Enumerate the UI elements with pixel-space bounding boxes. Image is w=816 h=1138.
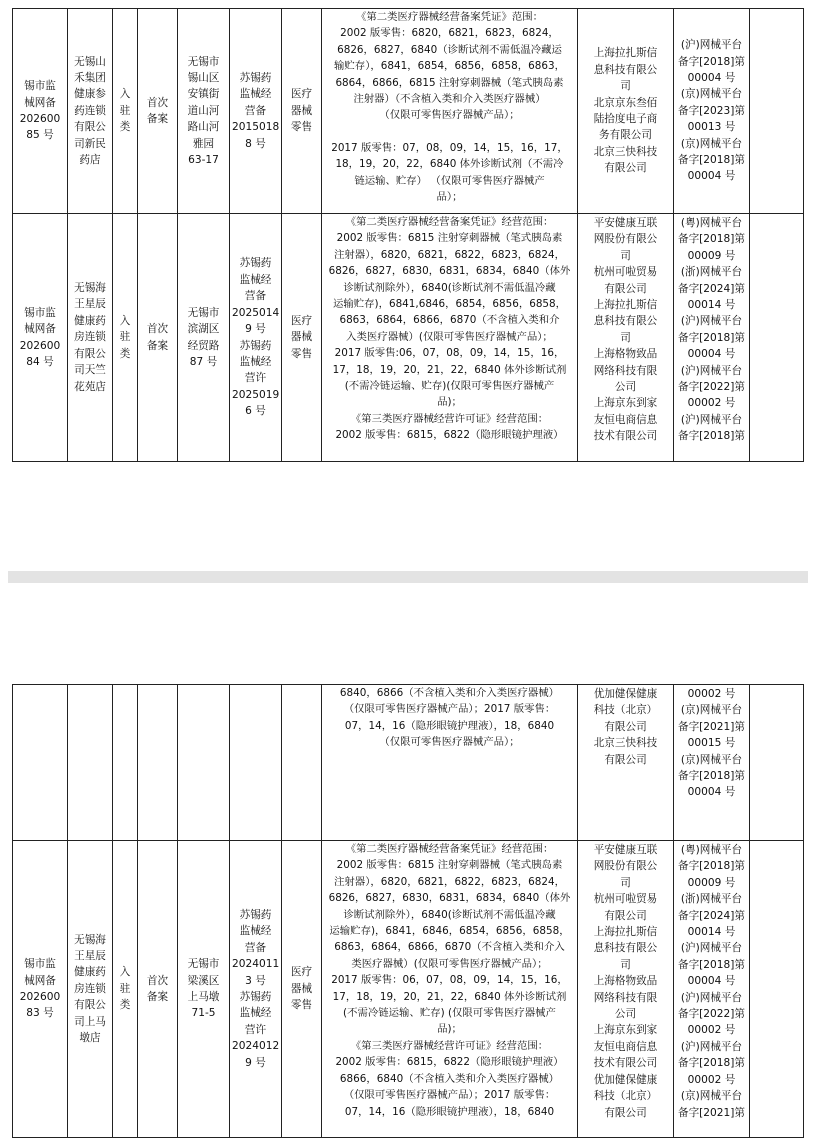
cell-text-line: 6840，6866（不含植入类和介入类医疗器械） (339, 687, 560, 699)
entry-type-cell (113, 214, 138, 462)
cell-text-line: 2024011 (232, 958, 280, 971)
license-number-cell (230, 841, 282, 1138)
cell-text-line: 2002 版零售：6815，6822（隐形眼镜护理液） (335, 1056, 564, 1069)
cell-text-line: 友恒电商信息 (593, 413, 658, 426)
cell-text-line: 无锡山 (74, 55, 106, 68)
entry-type-cell (113, 685, 138, 841)
cell-text-line: 首次 (146, 323, 169, 336)
cell-text-line: 85 号 (26, 129, 54, 142)
cell-text-line: 有限公司 (604, 1106, 647, 1119)
cell-text-line: 司 (620, 331, 631, 344)
business-scope-cell (322, 214, 578, 462)
cell-text-line: 营备 (244, 290, 267, 303)
cell-text-line: 87 号 (189, 355, 218, 368)
cell-text-line: 品）； (436, 191, 463, 204)
cell-text-line: 首次 (146, 96, 169, 109)
cell-text-line: 房连锁 (74, 982, 106, 995)
cell-text-line: 2017 版零售:06，07，08，09，14，15，16， (334, 347, 565, 360)
cell-text-line: 有限公司 (604, 753, 647, 766)
cell-text-line: （仅限可零售医疗器械产品）；2017 版零售： (343, 1089, 556, 1102)
cell-text-line: (粤)网械平台 (680, 844, 743, 856)
cell-text-line: 路山河 (187, 121, 220, 134)
business-scope-cell (322, 841, 578, 1138)
cell-text-line: 链运输、贮存） （仅限可零售医疗器械产 (354, 174, 545, 187)
cell-text-line: 杭州可啦贸易 (593, 893, 658, 906)
address-cell (178, 841, 230, 1138)
cell-text-line: 息科技有限公 (593, 315, 658, 328)
cell-text-line: 杭州可啦贸易 (593, 266, 658, 279)
cell-text-line: (沪)网械平台 (680, 39, 743, 52)
cell-text-line: 息科技有限公 (593, 942, 658, 955)
cell-text-line: 花苑店 (74, 380, 106, 393)
cell-text-line: 备字[2023]第 (677, 104, 745, 117)
cell-text-line: 房连锁 (74, 331, 106, 344)
table-row (13, 214, 804, 462)
platform-filing-numbers-cell (674, 9, 750, 214)
cell-text-line: (京)网械平台 (680, 88, 743, 101)
cell-text-line: 9 号 (245, 1056, 266, 1069)
cell-text-line: 息科技有限公 (593, 63, 658, 76)
business-category-cell (282, 841, 322, 1138)
cell-text-line: 上海京东到家 (593, 397, 658, 410)
cell-text-line: 上海拉扎斯信 (593, 926, 658, 939)
cell-text-line: 63-17 (188, 154, 219, 167)
cell-text-line: 零售 (290, 121, 313, 134)
cell-text-line: 6864，6866，6815 注射穿刺器械（笔式胰岛素 (335, 76, 564, 89)
cell-text-line: 6866，6840（不含植入类和介入类医疗器械） (339, 1072, 560, 1085)
cell-text-line: 北京三快科技 (593, 737, 658, 750)
table-row (13, 841, 804, 1138)
cell-text-line: 运输贮存)，6841,6846，6854，6856，6858， (332, 298, 567, 311)
cell-text-line: (沪)网械平台 (680, 315, 743, 328)
cell-text-line: 类 (119, 999, 131, 1012)
cell-text-line: 锡市监 (24, 306, 56, 319)
cell-text-line: 运输贮存)，6841，6846，6854，6856，6858， (329, 925, 570, 938)
cell-text-line: 王星辰 (74, 298, 106, 311)
cell-text-line: 备字[2018]第 (677, 55, 745, 68)
license-number-cell (230, 214, 282, 462)
cell-text-line: 锡市监 (24, 80, 56, 93)
cell-text-line: 上海格物致品 (593, 348, 658, 361)
cell-text-line: (不需冷链运输、贮存) (仅限可零售医疗器械产 (343, 1007, 556, 1020)
cell-text-line: 上马墩 (187, 991, 220, 1003)
registry-table-page-1 (12, 8, 804, 462)
cell-text-line: 00013 号 (687, 121, 736, 134)
cell-text-line: 技术有限公司 (593, 430, 658, 443)
cell-text-line: 《第二类医疗器械经营备案凭证》范围： (355, 11, 544, 23)
cell-text-line: 6 号 (245, 405, 266, 418)
cell-text-line: 公司 (614, 1008, 637, 1021)
cell-text-line: 71-5 (191, 1007, 216, 1020)
cell-text-line: 6826，6827，6840（诊断试剂不需低温冷藏运 (337, 43, 562, 56)
cell-text-line: 有限公司 (604, 162, 647, 175)
cell-text-line: 监械经 (239, 355, 272, 368)
cell-text-line: （仅限可零售医疗器械产品）； (379, 109, 520, 122)
cell-text-line: 2002 版零售：6815 注射穿刺器械（笔式胰岛素 (336, 232, 563, 245)
cell-text-line: 苏锡药 (239, 257, 272, 270)
cell-text-line: 2025019 (232, 388, 280, 401)
cell-text-line: 司上马 (74, 1015, 106, 1028)
registry-table-page-2 (12, 684, 804, 1138)
cell-text-line: (沪)网械平台 (680, 413, 743, 426)
cell-text-line: 苏锡药 (239, 71, 272, 84)
cell-text-line: 入 (119, 966, 131, 979)
document-page-1 (0, 0, 816, 566)
business-category-cell (282, 685, 322, 841)
cell-text-line: 上海拉扎斯信 (593, 299, 658, 312)
cell-text-line: 司 (620, 80, 631, 93)
cell-text-line: 17，18，19，20，21，22，6840 体外诊断试剂 (332, 990, 567, 1003)
cell-text-line: 备字[2024]第 (677, 909, 745, 922)
cell-text-line: 无锡市 (187, 306, 220, 319)
cell-text-line: 锡山区 (187, 71, 220, 84)
cell-text-line: 84 号 (26, 355, 54, 368)
cell-text-line: (京)网械平台 (680, 1090, 743, 1103)
cell-text-line: 备字[2018]第 (677, 770, 745, 783)
document-page-2 (0, 583, 816, 1137)
business-category-cell (282, 9, 322, 214)
cell-text-line: 备字[2018]第 (677, 958, 745, 971)
cell-text-line: 墩店 (79, 1032, 101, 1045)
filing-type-cell (138, 685, 178, 841)
entry-type-cell (113, 841, 138, 1138)
record-number-cell (13, 9, 68, 214)
cell-text-line: 器械 (290, 982, 313, 995)
cell-text-line: 锡市监 (24, 958, 56, 971)
cell-text-line: 00015 号 (687, 737, 736, 750)
cell-text-line: 2002 版零售：6815 注射穿刺器械（笔式胰岛素 (336, 859, 563, 872)
cell-text-line: 2025014 (232, 306, 280, 319)
cell-text-line: 技术有限公司 (593, 1057, 658, 1070)
cell-text-line: 注射器），6820，6821，6822，6823，6824， (334, 248, 565, 261)
cell-text-line: 00002 号 (687, 688, 736, 700)
cell-text-line: 类 (119, 347, 131, 360)
cell-text-line: 司 (620, 958, 631, 971)
cell-text-line: 苏锡药 (239, 339, 272, 352)
cell-text-line: 00002 号 (687, 397, 736, 410)
cell-text-line: 备案 (146, 339, 169, 352)
cell-text-line: 苏锡药 (239, 991, 272, 1003)
cell-text-line: 医疗 (290, 88, 313, 101)
platform-filing-numbers-cell (674, 841, 750, 1138)
cell-text-line: 83 号 (26, 1007, 54, 1020)
record-number-cell (13, 841, 68, 1138)
cell-text-line: 备字[2021]第 (677, 720, 745, 733)
cell-text-line: (不需冷链运输、贮存)(仅限可零售医疗器械产 (344, 380, 555, 393)
cell-text-line: 诊断试剂除外），6840(诊断试剂不需低温冷藏 (343, 908, 556, 921)
cell-text-line: 6863，6864，6866，6870（不含植入类和介入 (334, 941, 565, 954)
cell-text-line: 2024012 (232, 1040, 280, 1053)
cell-text-line: 上海拉扎斯信 (593, 47, 658, 60)
cell-text-line: 备案 (146, 991, 169, 1003)
cell-text-line: 202600 (19, 339, 61, 352)
cell-text-line: 00014 号 (687, 299, 736, 312)
cell-text-line: 务有限公司 (599, 129, 652, 142)
cell-text-line: 友恒电商信息 (593, 1040, 658, 1053)
business-category-cell (282, 214, 322, 462)
cell-text-line: 无锡市 (187, 55, 220, 68)
cell-text-line: 类 (119, 121, 131, 134)
cell-text-line: 诊断试剂除外），6840(诊断试剂不需低温冷藏 (343, 281, 556, 294)
remarks-cell (750, 9, 804, 214)
cell-text-line: 陆拾度电子商 (593, 113, 658, 125)
cell-text-line: 械网备 (24, 974, 56, 987)
cell-text-line: 2002 版零售：6815，6822（隐形眼镜护理液） (335, 429, 564, 442)
company-name-cell (68, 685, 113, 841)
cell-text-line: 科技（北京） (593, 1090, 658, 1103)
cell-text-line: 苏锡药 (239, 908, 272, 921)
page-separator (8, 571, 808, 583)
cell-text-line: 监械经 (239, 273, 272, 286)
cell-text-line: 网络科技有限 (593, 364, 658, 377)
remarks-cell (750, 841, 804, 1138)
cell-text-line: 类医疗器械）(仅限可零售医疗器械产品）； (351, 957, 548, 970)
cell-text-line: 备字[2018]第 (677, 233, 745, 246)
cell-text-line: 2002 版零售：6820，6821，6823，6824， (340, 27, 559, 40)
cell-text-line: 00014 号 (687, 926, 736, 939)
cell-text-line: 输贮存），6841，6854，6856，6858，6863， (334, 60, 565, 73)
cell-text-line: 医疗 (290, 314, 313, 327)
cell-text-line: 00009 号 (687, 249, 736, 262)
platform-names-cell (578, 841, 674, 1138)
cell-text-line: 18，19，20，22，6840 体外诊断试剂（不需冷 (335, 158, 564, 171)
cell-text-line: 注射器）（不含植入类和介入类医疗器械） (353, 93, 546, 106)
cell-text-line: 2017 版零售：06，07，08，09，14，15，16， (331, 974, 568, 987)
business-scope-part-b (326, 140, 573, 206)
cell-text-line: 00004 号 (687, 975, 736, 988)
cell-text-line: 07，14，16（隐形眼镜护理液），18，6840 (344, 1105, 555, 1118)
cell-text-line: 《第三类医疗器械经营许可证》经营范围： (350, 1039, 549, 1052)
cell-text-line: (沪)网械平台 (680, 991, 743, 1004)
platform-names-cell (578, 214, 674, 462)
remarks-cell (750, 214, 804, 462)
cell-text-line: 零售 (290, 347, 313, 360)
cell-text-line: 安镇街 (187, 88, 220, 101)
cell-text-line: 上海格物致品 (593, 975, 658, 988)
cell-text-line: 备字[2018]第 (677, 1057, 745, 1070)
address-cell (178, 9, 230, 214)
license-number-cell (230, 685, 282, 841)
filing-type-cell (138, 214, 178, 462)
cell-text-line: （仅限可零售医疗器械产品）；2017 版零售： (343, 703, 556, 716)
cell-text-line: 备字[2018]第 (677, 430, 745, 443)
cell-text-line: 梁溪区 (187, 974, 220, 987)
cell-text-line: (京)网械平台 (680, 137, 743, 150)
cell-text-line: 营许 (244, 1023, 267, 1036)
business-scope-cell (322, 685, 578, 841)
cell-text-line: 监械经 (239, 1007, 272, 1020)
filing-type-cell (138, 841, 178, 1138)
cell-text-line: 上海京东到家 (593, 1024, 658, 1037)
cell-text-line: （仅限可零售医疗器械产品）； (379, 736, 520, 749)
cell-text-line: 北京京东叁佰 (593, 96, 658, 109)
cell-text-line: 3 号 (245, 974, 266, 987)
cell-text-line: 备字[2018]第 (677, 860, 745, 873)
cell-text-line: 07，14，16（隐形眼镜护理液），18，6840 (344, 719, 555, 732)
cell-text-line: 健康药 (74, 314, 106, 327)
cell-text-line: 健康药 (74, 966, 106, 979)
cell-text-line: 优加健保健康 (593, 688, 658, 700)
cell-text-line: 00002 号 (687, 1073, 736, 1086)
cell-text-line: 《第三类医疗器械经营许可证》经营范围： (350, 412, 549, 425)
cell-text-line: (沪)网械平台 (680, 1040, 743, 1053)
cell-text-line: 无锡海 (74, 282, 106, 295)
cell-text-line: 有限公 (74, 347, 106, 360)
cell-text-line: 2015018 (232, 121, 280, 134)
cell-text-line: 械网备 (24, 323, 56, 336)
cell-text-line: 网络科技有限 (593, 991, 658, 1004)
cell-text-line: (粤)网械平台 (680, 217, 743, 229)
cell-text-line: 备字[2021]第 (677, 1106, 745, 1119)
cell-text-line: 备字[2018]第 (677, 331, 745, 344)
cell-text-line: 备字[2018]第 (677, 154, 745, 167)
cell-text-line: 无锡海 (74, 933, 106, 946)
cell-text-line: (京)网械平台 (680, 753, 743, 766)
cell-text-line: 17，18，19，20，21，22，6840 体外诊断试剂 (332, 363, 567, 376)
business-scope-cell (322, 9, 578, 214)
cell-text-line: 网股份有限公 (593, 860, 658, 873)
cell-text-line: (浙)网械平台 (680, 893, 743, 906)
cell-text-line: 00002 号 (687, 1024, 736, 1037)
platform-names-cell (578, 9, 674, 214)
cell-text-line: 00004 号 (687, 348, 736, 361)
cell-text-line: 驻 (119, 104, 131, 117)
cell-text-line: 00004 号 (687, 71, 736, 84)
cell-text-line: 有限公 (74, 121, 106, 134)
cell-text-line: 医疗 (290, 966, 313, 979)
cell-text-line: 00004 号 (687, 170, 736, 183)
cell-text-line: 健康参 (74, 88, 106, 101)
cell-text-line: 备字[2022]第 (677, 381, 745, 394)
cell-text-line: (沪)网械平台 (680, 364, 743, 377)
cell-text-line: 有限公司 (604, 282, 647, 295)
cell-text-line: (浙)网械平台 (680, 266, 743, 279)
cell-text-line: 械网备 (24, 96, 56, 109)
cell-text-line: 平安健康互联 (593, 217, 658, 229)
cell-text-line: 网股份有限公 (593, 233, 658, 246)
cell-text-line: 备字[2022]第 (677, 1008, 745, 1021)
remarks-cell (750, 685, 804, 841)
cell-text-line: 品)； (437, 1023, 462, 1036)
company-name-cell (68, 214, 113, 462)
cell-text-line: 驻 (119, 331, 131, 344)
cell-text-line: 入 (119, 314, 131, 327)
cell-text-line: 00009 号 (687, 876, 736, 889)
cell-text-line: 经贸路 (187, 339, 220, 352)
cell-text-line: 入 (119, 88, 131, 101)
cell-text-line: 驻 (119, 982, 131, 995)
cell-text-line: 司 (620, 876, 631, 889)
cell-text-line: 品)； (437, 396, 462, 409)
cell-text-line: 《第二类医疗器械经营备案凭证》经营范围： (345, 216, 554, 228)
cell-text-line: 道山河 (187, 104, 220, 117)
cell-text-line: 器械 (290, 104, 313, 117)
cell-text-line: 有限公司 (604, 720, 647, 733)
table-row (13, 9, 804, 214)
cell-text-line: 无锡市 (187, 958, 220, 971)
record-number-cell (13, 214, 68, 462)
cell-text-line: 科技（北京） (593, 704, 658, 717)
cell-text-line: 监械经 (239, 925, 272, 938)
cell-text-line: 营备 (244, 941, 267, 954)
cell-text-line: 《第二类医疗器械经营备案凭证》经营范围： (345, 843, 554, 855)
cell-text-line: 药店 (79, 154, 101, 167)
cell-text-line: 6863，6864，6866，6870（不含植入类和介 (339, 314, 560, 327)
cell-text-line: 6826，6827，6830，6831，6834，6840（体外 (328, 892, 571, 905)
cell-text-line: 禾集团 (74, 71, 106, 84)
platform-filing-numbers-cell (674, 685, 750, 841)
cell-text-line: 00004 号 (687, 786, 736, 799)
cell-text-line: 王星辰 (74, 949, 106, 962)
cell-text-line: 有限公 (74, 999, 106, 1012)
filing-type-cell (138, 9, 178, 214)
address-cell (178, 214, 230, 462)
table-row (13, 685, 804, 841)
cell-text-line: 监械经 (239, 88, 272, 101)
company-name-cell (68, 841, 113, 1138)
cell-text-line: 司 (620, 249, 631, 262)
cell-text-line: 注射器），6820，6821，6822，6823，6824， (334, 875, 565, 888)
cell-text-line: 北京三快科技 (593, 145, 658, 158)
cell-text-line: 器械 (290, 331, 313, 344)
cell-text-line: 2017 版零售：07，08，09，14，15，16，17， (331, 141, 568, 154)
record-number-cell (13, 685, 68, 841)
business-scope-part-a (326, 9, 573, 124)
cell-text-line: 入类医疗器械）(仅限可零售医疗器械产品）； (346, 330, 553, 343)
platform-names-cell (578, 685, 674, 841)
cell-text-line: 备字[2024]第 (677, 282, 745, 295)
cell-text-line: 202600 (19, 113, 61, 125)
cell-text-line: 司天竺 (74, 364, 106, 377)
platform-filing-numbers-cell (674, 214, 750, 462)
address-cell (178, 685, 230, 841)
cell-text-line: 9 号 (245, 323, 266, 336)
cell-text-line: 平安健康互联 (593, 844, 658, 856)
cell-text-line: (沪)网械平台 (680, 942, 743, 955)
cell-text-line: 营许 (244, 372, 267, 385)
cell-text-line: 公司 (614, 381, 637, 394)
cell-text-line: (京)网械平台 (680, 704, 743, 717)
cell-text-line: 有限公司 (604, 909, 647, 922)
cell-text-line: 营备 (244, 104, 267, 117)
cell-text-line: 6826，6827，6830，6831，6834，6840（体外 (328, 265, 571, 278)
cell-text-line: 首次 (146, 974, 169, 987)
cell-text-line: 备案 (146, 113, 169, 125)
cell-text-line: 滨湖区 (187, 323, 220, 336)
cell-text-line: 药连锁 (74, 104, 106, 117)
cell-text-line: 优加健保健康 (593, 1073, 658, 1086)
entry-type-cell (113, 9, 138, 214)
cell-text-line: 雅园 (192, 137, 215, 150)
company-name-cell (68, 9, 113, 214)
cell-text-line: 8 号 (245, 137, 266, 150)
cell-text-line: 司新民 (74, 137, 106, 150)
cell-text-line: 202600 (19, 991, 61, 1003)
cell-text-line: 零售 (290, 999, 313, 1012)
license-number-cell (230, 9, 282, 214)
